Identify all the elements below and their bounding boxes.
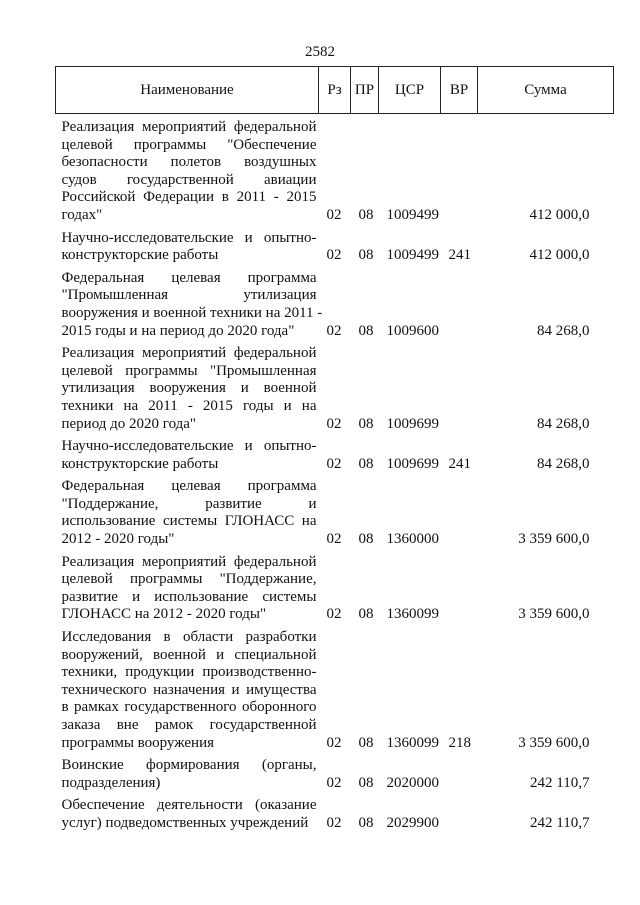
row-name-line: безопасности полетов воздушных xyxy=(61,154,317,171)
row-csr: 1360000 xyxy=(386,531,439,548)
row-pr: 08 xyxy=(358,531,374,548)
row-vr xyxy=(441,549,478,624)
header-rz: Рз xyxy=(319,67,351,114)
row-name xyxy=(56,792,319,832)
table-row xyxy=(56,225,614,265)
row-name-line: целевой программы "Промышленная xyxy=(61,362,317,379)
row-pr: 08 xyxy=(358,774,374,791)
row-name-line: вооружения и военной техники на 2011 - xyxy=(61,304,323,321)
table-row xyxy=(56,752,614,792)
row-name-line: Исследования в области разработки xyxy=(61,629,317,646)
row-pr: 08 xyxy=(358,322,374,339)
row-name-line: Российской Федерации в 2011 - 2015 xyxy=(61,189,317,206)
row-csr: 1009499 xyxy=(386,247,439,264)
row-pr: 08 xyxy=(358,734,374,751)
row-name-line: 2012 - 2020 годы" xyxy=(61,531,175,548)
row-sum: 84 268,0 xyxy=(537,322,590,339)
row-sum: 242 110,7 xyxy=(530,774,590,791)
row-csr: 1360099 xyxy=(386,734,439,751)
row-name-line: "Поддержание, развитие и xyxy=(61,495,317,512)
header-csr: ЦСР xyxy=(379,67,441,114)
row-name-line: ГЛОНАСС на 2012 - 2020 годы" xyxy=(61,606,267,623)
row-vr xyxy=(441,265,478,340)
row-name-line: Научно-исследовательские и опытно- xyxy=(61,438,317,455)
table-row xyxy=(56,265,614,340)
row-sum: 3 359 600,0 xyxy=(518,531,590,548)
table-row xyxy=(56,624,614,752)
table-row xyxy=(56,792,614,832)
row-name-line: Обеспечение деятельности (оказание xyxy=(61,797,317,814)
row-sum: 412 000,0 xyxy=(529,206,590,223)
row-name-line: заказа вне рамок государственной xyxy=(61,717,317,733)
row-vr: 241 xyxy=(448,455,471,472)
row-name-line: Реализация мероприятий федеральной xyxy=(61,345,317,362)
row-name-line: программы вооружения xyxy=(61,734,215,751)
row-vr xyxy=(441,473,478,548)
row-name-line: Федеральная целевая программа xyxy=(61,269,317,286)
row-name-line: техники на 2011 - 2015 годы и на xyxy=(61,397,317,414)
table-body xyxy=(56,114,614,833)
row-name-line: утилизация вооружения и военной xyxy=(61,380,317,397)
row-name-line: конструкторские работы xyxy=(61,455,219,472)
row-name-line: "Промышленная утилизация xyxy=(61,287,317,304)
row-name xyxy=(56,340,319,433)
table-row xyxy=(56,473,614,548)
row-vr xyxy=(441,114,478,225)
row-name-line: целевой программы "Поддержание, xyxy=(61,571,317,588)
row-name-line: Федеральная целевая программа xyxy=(61,478,317,495)
row-name xyxy=(56,225,319,265)
row-pr: 08 xyxy=(358,814,374,831)
row-rz: 02 xyxy=(326,322,342,339)
page-number: 2582 xyxy=(305,44,335,60)
row-name xyxy=(56,473,319,548)
row-vr xyxy=(441,752,478,792)
table-row xyxy=(56,549,614,624)
row-name xyxy=(56,433,319,473)
header-pr: ПР xyxy=(351,67,379,114)
row-vr: 241 xyxy=(448,247,471,264)
header-sum: Сумма xyxy=(478,67,614,114)
row-csr: 1009699 xyxy=(386,415,439,432)
row-name-line: вооружений, военной и специальной xyxy=(61,646,317,663)
row-vr: 218 xyxy=(448,734,471,751)
table-row xyxy=(56,433,614,473)
row-vr xyxy=(441,340,478,433)
row-name-line: техники, продукции производственно- xyxy=(61,664,317,681)
row-sum: 412 000,0 xyxy=(529,247,590,264)
row-name-line: Реализация мероприятий федеральной xyxy=(61,119,317,135)
row-name xyxy=(56,549,319,624)
budget-table xyxy=(55,66,614,833)
row-rz: 02 xyxy=(326,531,342,548)
row-sum: 3 359 600,0 xyxy=(518,734,590,751)
row-vr xyxy=(441,792,478,832)
row-name-line: подразделения) xyxy=(61,774,161,791)
row-csr: 1009699 xyxy=(386,455,439,472)
table-row xyxy=(56,114,614,225)
row-sum: 3 359 600,0 xyxy=(518,606,590,623)
row-name-line: Научно-исследовательские и опытно- xyxy=(61,229,317,246)
row-name-line: целевой программы "Обеспечение xyxy=(61,136,317,153)
table-header-row xyxy=(56,67,614,114)
row-csr: 1009499 xyxy=(386,206,439,223)
row-name-line: технического назначения и имущества xyxy=(61,681,317,698)
row-name xyxy=(56,114,319,225)
row-name-line: период до 2020 года" xyxy=(61,415,197,432)
row-name-line: Воинские формирования (органы, xyxy=(61,757,317,774)
row-name-line: в рамках государственного оборонного xyxy=(61,699,317,716)
row-name-line: 2015 годы и на период до 2020 года" xyxy=(61,322,295,339)
row-rz: 02 xyxy=(326,206,342,223)
row-name-line: годах" xyxy=(61,206,103,223)
row-rz: 02 xyxy=(326,455,342,472)
row-name-line: развитие и использование системы xyxy=(61,588,317,605)
row-sum: 242 110,7 xyxy=(530,814,590,831)
row-pr: 08 xyxy=(358,415,374,432)
row-name xyxy=(56,752,319,792)
header-name: Наименование xyxy=(56,67,319,114)
header-vr: ВР xyxy=(441,67,478,114)
row-csr: 2029900 xyxy=(386,814,439,831)
row-sum: 84 268,0 xyxy=(537,455,590,472)
row-pr: 08 xyxy=(358,247,374,264)
row-rz: 02 xyxy=(326,774,342,791)
row-name-line: услуг) подведомственных учреждений xyxy=(61,814,309,831)
row-sum: 84 268,0 xyxy=(537,415,590,432)
row-name-line: конструкторские работы xyxy=(61,247,219,264)
row-rz: 02 xyxy=(326,415,342,432)
row-csr: 1360099 xyxy=(386,606,439,623)
row-name xyxy=(56,265,323,340)
row-rz: 02 xyxy=(326,734,342,751)
row-rz: 02 xyxy=(326,247,342,264)
row-name-line: использование системы ГЛОНАСС на xyxy=(61,513,317,530)
row-csr: 2020000 xyxy=(386,774,439,791)
row-rz: 02 xyxy=(326,814,342,831)
row-rz: 02 xyxy=(326,606,342,623)
row-pr: 08 xyxy=(358,206,374,223)
row-csr: 1009600 xyxy=(386,322,439,339)
table-row xyxy=(56,340,614,433)
row-name-line: Реализация мероприятий федеральной xyxy=(61,553,317,570)
row-name xyxy=(56,624,319,752)
row-pr: 08 xyxy=(358,455,374,472)
row-pr: 08 xyxy=(358,606,374,623)
row-name-line: судов государственной авиации xyxy=(61,171,317,188)
